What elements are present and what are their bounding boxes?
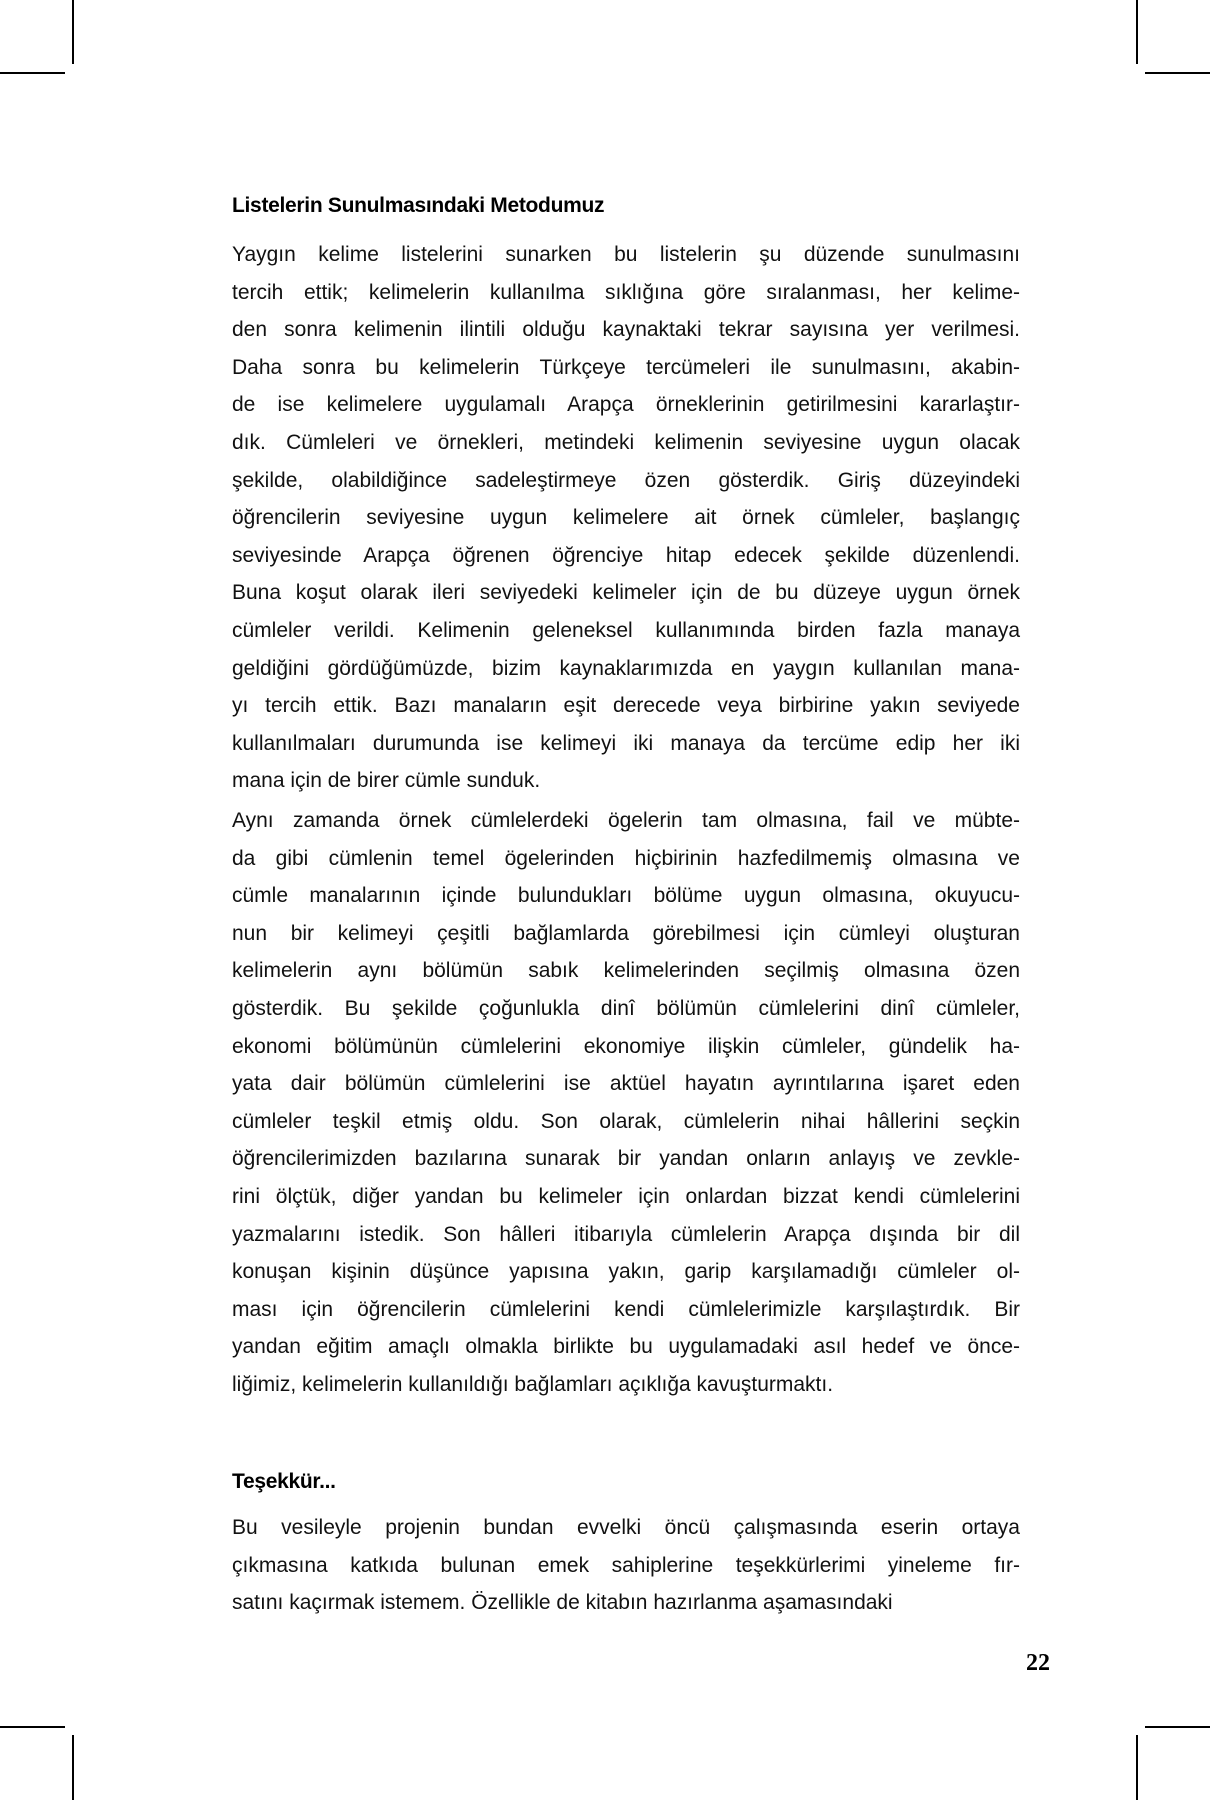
- text-line: geldiğini gördüğümüzde, bizim kaynaklarımızda en yaygın kullanılan mana-: [232, 656, 1020, 680]
- text-line: nun bir kelimeyi çeşitli bağlamlarda görebilmesi için cümleyi oluşturan: [232, 921, 1020, 945]
- text-line: Buna koşut olarak ileri seviyedeki kelimeler için de bu düzeye uygun örnek: [232, 581, 1020, 605]
- crop-mark-bottom-right-vertical: [1136, 1735, 1138, 1800]
- text-line: den sonra kelimenin ilintili olduğu kaynaktaki tekrar sayısına yer verilmesi.: [232, 318, 1020, 342]
- text-line: yazmalarını istedik. Son hâlleri itibarıyla cümlelerin Arapça dışında bir dil: [232, 1222, 1020, 1246]
- text-line: ması için öğrencilerin cümlelerini kendi cümlelerimizle karşılaştırdık. Bir: [232, 1297, 1020, 1321]
- text-line: Aynı zamanda örnek cümlelerdeki ögelerin tam olmasına, fail ve mübte-: [232, 809, 1020, 832]
- text-line: seviyesinde Arapça öğrenen öğrenciye hitap edecek şekilde düzenlendi.: [232, 543, 1020, 567]
- text-line: liğimiz, kelimelerin kullanıldığı bağlamları açıklığa kavuşturmaktı.: [232, 1372, 834, 1396]
- text-line: çıkmasına katkıda bulunan emek sahiplerine teşekkürlerimi yineleme fır-: [232, 1553, 1020, 1577]
- text-line: cümleler verildi. Kelimenin geleneksel kullanımında birden fazla manaya: [232, 618, 1020, 642]
- text-line: öğrencilerin seviyesine uygun kelimelere ait örnek cümleler, başlangıç: [232, 506, 1020, 530]
- text-line: de ise kelimelere uygulamalı Arapça örneklerinin getirilmesini kararlaştır-: [232, 393, 1020, 417]
- crop-mark-top-left-vertical: [72, 0, 74, 64]
- text-line: cümleler teşkil etmiş oldu. Son olarak, cümlelerin nihai hâllerini seçkin: [232, 1109, 1020, 1133]
- text-line: satını kaçırmak istemem. Özellikle de kitabın hazırlanma aşamasındaki: [232, 1591, 893, 1615]
- text-line: konuşan kişinin düşünce yapısına yakın, garip karşılamadığı cümleler ol-: [232, 1260, 1020, 1284]
- text-line: şekilde, olabildiğince sadeleştirmeye özen gösterdik. Giriş düzeyindeki: [232, 468, 1020, 492]
- crop-mark-top-right-vertical: [1136, 0, 1138, 64]
- paragraph-method-1: [232, 236, 1020, 800]
- section-heading-thanks: Teşekkür...: [232, 1470, 336, 1493]
- text-line: da gibi cümlenin temel ögelerinden hiçbirinin hazfedilmemiş olmasına ve: [232, 846, 1020, 870]
- section-heading-method: Listelerin Sunulmasındaki Metodumuz: [232, 194, 605, 217]
- paragraph-method-2: [232, 802, 1020, 1404]
- text-line: yata dair bölümün cümlelerini ise aktüel hayatın ayrıntılarına işaret eden: [232, 1072, 1020, 1096]
- text-line: yandan eğitim amaçlı olmakla birlikte bu uygulamadaki asıl hedef ve önce-: [232, 1335, 1020, 1359]
- crop-mark-bottom-left-vertical: [72, 1735, 74, 1800]
- text-line: mana için de birer cümle sunduk.: [232, 769, 541, 793]
- crop-mark-top-left-horizontal: [0, 72, 65, 74]
- crop-mark-top-right-horizontal: [1145, 72, 1210, 74]
- text-line: öğrencilerimizden bazılarına sunarak bir yandan onların anlayış ve zevkle-: [232, 1147, 1020, 1171]
- text-line: yı tercih ettik. Bazı manaların eşit derecede veya birbirine yakın seviyede: [232, 694, 1020, 718]
- paragraph-thanks: [232, 1509, 1020, 1622]
- crop-mark-bottom-left-horizontal: [0, 1726, 65, 1728]
- text-line: rini ölçtük, diğer yandan bu kelimeler için onlardan bizzat kendi cümlelerini: [232, 1184, 1020, 1208]
- page-number: 22: [1026, 1650, 1050, 1676]
- text-line: cümle manalarının içinde bulundukları bölüme uygun olmasına, okuyucu-: [232, 884, 1020, 908]
- text-line: Yaygın kelime listelerini sunarken bu listelerin şu düzende sunulmasını: [232, 243, 1020, 266]
- text-line: tercih ettik; kelimelerin kullanılma sıklığına göre sıralanması, her kelime-: [232, 280, 1020, 304]
- text-line: kullanılmaları durumunda ise kelimeyi iki manaya da tercüme edip her iki: [232, 731, 1020, 755]
- text-line: dık. Cümleleri ve örnekleri, metindeki kelimenin seviyesine uygun olacak: [232, 430, 1020, 454]
- text-line: kelimelerin aynı bölümün sabık kelimelerinden seçilmiş olmasına özen: [232, 959, 1020, 983]
- crop-mark-bottom-right-horizontal: [1145, 1726, 1210, 1728]
- text-line: Bu vesileyle projenin bundan evvelki öncü çalışmasında eserin ortaya: [232, 1516, 1020, 1539]
- text-line: gösterdik. Bu şekilde çoğunlukla dinî bölümün cümlelerini dinî cümleler,: [232, 996, 1020, 1020]
- text-line: Daha sonra bu kelimelerin Türkçeye tercümeleri ile sunulmasını, akabin-: [232, 355, 1020, 379]
- text-line: ekonomi bölümünün cümlelerini ekonomiye ilişkin cümleler, gündelik ha-: [232, 1034, 1020, 1058]
